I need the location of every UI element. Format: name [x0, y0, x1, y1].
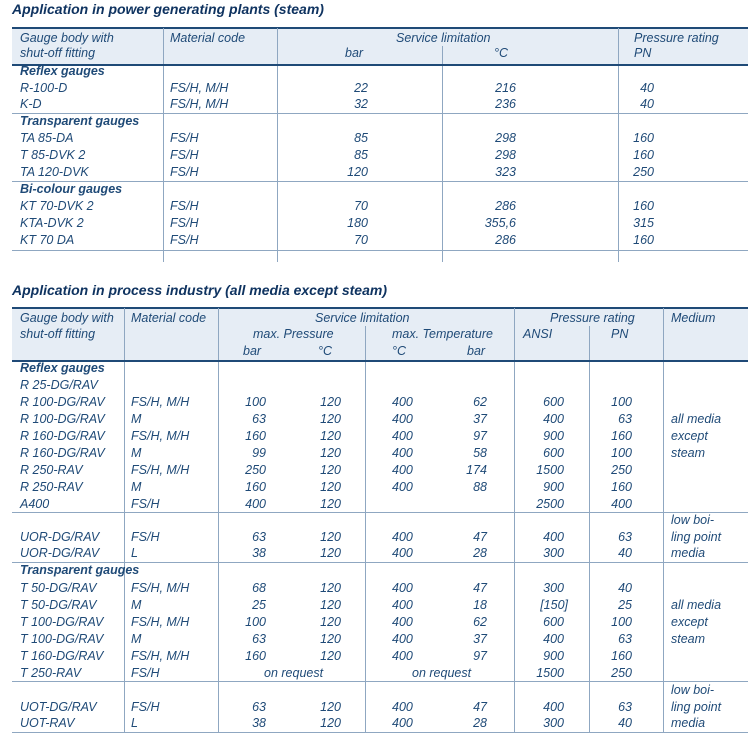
table2-vline-4: [514, 308, 515, 732]
table1-cell-body: K-D: [20, 97, 42, 111]
table1-header-bar: bar: [345, 46, 364, 60]
table2-cell-pn: 25: [618, 598, 632, 612]
table1-cell-bar: 120: [347, 165, 368, 179]
table2-header-max-pressure: max. Pressure: [253, 327, 334, 341]
table1-cell-pn: 160: [633, 148, 654, 162]
table2-cell-temp-bar: 174: [466, 463, 487, 477]
table1-cell-degc: 286: [495, 233, 516, 247]
table2-cell-material: FS/H, M/H: [131, 649, 190, 663]
table2-cell-pressure-degc: 120: [320, 581, 341, 595]
table2-cell-material: M: [131, 480, 142, 494]
table2-cell-body: R 100-DG/RAV: [20, 395, 105, 409]
table2-cell-temp-bar: 18: [473, 598, 487, 612]
table2-cell-temp-degc: 400: [392, 649, 413, 663]
table2-cell-temp-bar: 58: [473, 446, 487, 460]
table2-cell-pressure-degc: 120: [320, 700, 341, 714]
table2-cell-pressure-degc: 120: [320, 546, 341, 560]
table2-header-rule: [12, 360, 748, 362]
table1-cell-degc: 323: [495, 165, 516, 179]
table2-top-rule: [12, 307, 748, 309]
table2-section-rule: [12, 681, 748, 682]
table2-medium-text: media: [671, 546, 706, 560]
table2-cell-pn: 40: [618, 581, 632, 595]
table2-bottom-rule: [12, 732, 748, 733]
table2-cell-body: R 250-RAV: [20, 463, 83, 477]
table2-cell-pressure-degc: 120: [320, 412, 341, 426]
table1-cell-pn: 40: [640, 97, 654, 111]
table2-header-body-2: shut-off fitting: [20, 327, 96, 341]
table1-cell-bar: 85: [354, 148, 368, 162]
table2-cell-material: FS/H, M/H: [131, 395, 190, 409]
table2-cell-ansi: 600: [543, 446, 564, 460]
table2-cell-ansi: 600: [543, 615, 564, 629]
table2-cell-pressure-bar: 250: [245, 463, 266, 477]
table1-cell-pn: 250: [633, 165, 654, 179]
table2-cell-material: FS/H: [131, 700, 160, 714]
table2-group-title: Transparent gauges: [20, 563, 140, 577]
table1-title: Application in power generating plants (steam): [12, 1, 324, 17]
table2-cell-pressure-bar: 99: [252, 446, 266, 460]
table1-group-title: Transparent gauges: [20, 114, 140, 128]
table2-cell-temp-bar: 37: [473, 412, 487, 426]
table2-cell-pressure-bar: 400: [245, 497, 266, 511]
table1-cell-material: FS/H: [170, 131, 199, 145]
table2-cell-pressure-bar: 38: [252, 546, 266, 560]
table2-cell-temp-degc: 400: [392, 546, 413, 560]
table2-cell-pn: 63: [618, 632, 632, 646]
table2-cell-material: FS/H: [131, 497, 160, 511]
table2-cell-pressure-bar: 63: [252, 700, 266, 714]
table2-cell-material: L: [131, 716, 138, 730]
table2-cell-pressure-bar: 63: [252, 412, 266, 426]
table2-cell-pressure-degc: 120: [320, 446, 341, 460]
table1-cell-bar: 22: [354, 81, 368, 95]
table2-cell-temp-degc: 400: [392, 463, 413, 477]
table2-cell-pn: 160: [611, 480, 632, 494]
table2-header-medium: Medium: [671, 311, 716, 325]
table2-cell-pressure-degc: 120: [320, 480, 341, 494]
table1-cell-body: KTA-DVK 2: [20, 216, 84, 230]
table2-cell-temp-degc: 400: [392, 716, 413, 730]
table2-cell-pn: 250: [611, 666, 632, 680]
table2-cell-ansi: 900: [543, 649, 564, 663]
table2-cell-temp-bar: 97: [473, 649, 487, 663]
table2-cell-pressure-bar: 160: [245, 480, 266, 494]
table2-cell-body: R 100-DG/RAV: [20, 412, 105, 426]
table2-cell-pressure-degc: 120: [320, 716, 341, 730]
table2-cell-temp-note: on request: [412, 666, 472, 680]
table1-cell-material: FS/H: [170, 199, 199, 213]
table2-medium-text: steam: [671, 446, 706, 460]
table2-vline-2: [218, 308, 219, 732]
table1-header-degc: °C: [494, 46, 509, 60]
table2-cell-pn: 63: [618, 530, 632, 544]
table1-cell-body: T 85-DVK 2: [20, 148, 86, 162]
table2-cell-ansi: 300: [543, 716, 564, 730]
table2-cell-pressure-degc: 120: [320, 463, 341, 477]
table1-top-rule: [12, 27, 748, 29]
table2-cell-ansi: 600: [543, 395, 564, 409]
table2-cell-pn: 400: [611, 497, 632, 511]
table2-header-pressure-rating: Pressure rating: [550, 311, 635, 325]
table2-cell-pn: 40: [618, 716, 632, 730]
table1-cell-material: FS/H: [170, 233, 199, 247]
table2-cell-material: FS/H, M/H: [131, 463, 190, 477]
table1-cell-pn: 40: [640, 81, 654, 95]
table1-cell-body: TA 120-DVK: [20, 165, 89, 179]
table2-cell-body: UOT-DG/RAV: [20, 700, 97, 714]
table2-cell-material: L: [131, 546, 138, 560]
table2-cell-body: A400: [20, 497, 50, 511]
table1-cell-pn: 315: [633, 216, 654, 230]
table2-cell-ansi: 2500: [536, 497, 564, 511]
table2-vline-3: [365, 326, 366, 732]
table1-vline-3: [442, 46, 443, 262]
table2-cell-temp-degc: 400: [392, 530, 413, 544]
table2-section-rule: [12, 512, 748, 513]
table1-header-pressure: Pressure rating: [634, 31, 719, 45]
table2-cell-material: FS/H, M/H: [131, 581, 190, 595]
table1-cell-bar: 70: [354, 233, 368, 247]
table2-cell-pn: 250: [611, 463, 632, 477]
table1-cell-material: FS/H, M/H: [170, 97, 229, 111]
table2-cell-body: R 25-DG/RAV: [20, 378, 98, 392]
table2-cell-ansi: 1500: [536, 666, 564, 680]
table2-cell-body: T 250-RAV: [20, 666, 82, 680]
table2-cell-ansi: 400: [543, 700, 564, 714]
table2-cell-pressure-bar: 160: [245, 649, 266, 663]
table2-medium-text: ling point: [671, 530, 722, 544]
table2-header-ansi: ANSI: [523, 327, 553, 341]
table2-cell-pressure-degc: 120: [320, 632, 341, 646]
table2-cell-material: M: [131, 412, 142, 426]
table2-cell-pressure-degc: 120: [320, 395, 341, 409]
table2-cell-temp-bar: 47: [473, 700, 487, 714]
table1-cell-pn: 160: [633, 233, 654, 247]
table2-cell-material: M: [131, 598, 142, 612]
table1-cell-body: TA 85-DA: [20, 131, 74, 145]
table2-cell-pressure-bar: 63: [252, 530, 266, 544]
table2-cell-temp-bar: 88: [473, 480, 487, 494]
table2-medium-text: except: [671, 615, 708, 629]
table2-cell-ansi: 300: [543, 546, 564, 560]
table2-cell-body: T 100-DG/RAV: [20, 632, 104, 646]
table2-cell-ansi: 400: [543, 632, 564, 646]
table2-cell-body: UOR-DG/RAV: [20, 546, 100, 560]
table2-cell-pressure-bar: 100: [245, 615, 266, 629]
table2-group-title: Reflex gauges: [20, 361, 105, 375]
table2-header-pressure-degc: °C: [318, 344, 333, 358]
table2-cell-temp-bar: 62: [473, 615, 487, 629]
table2-medium-text: low boi-: [671, 683, 715, 697]
table2-header-max-temperature: max. Temperature: [392, 327, 493, 341]
table1-cell-material: FS/H: [170, 148, 199, 162]
table2-cell-body: T 100-DG/RAV: [20, 615, 104, 629]
table2-cell-pressure-degc: 120: [320, 429, 341, 443]
table2-cell-material: FS/H, M/H: [131, 429, 190, 443]
table2-header-temperature-bar: bar: [467, 344, 486, 358]
table1-cell-material: FS/H: [170, 165, 199, 179]
table2-cell-pressure-note: on request: [264, 666, 324, 680]
table2-cell-material: M: [131, 446, 142, 460]
table2-cell-ansi: 300: [543, 581, 564, 595]
table2-cell-pressure-degc: 120: [320, 615, 341, 629]
table2-cell-pn: 100: [611, 446, 632, 460]
table2-cell-pn: 63: [618, 700, 632, 714]
table1-cell-bar: 180: [347, 216, 368, 230]
table2-cell-pn: 160: [611, 649, 632, 663]
table1-cell-degc: 236: [495, 97, 516, 111]
table2-cell-temp-degc: 400: [392, 632, 413, 646]
table1-group-rule: [12, 181, 748, 182]
table1-cell-bar: 32: [354, 97, 368, 111]
table2-medium-text: steam: [671, 632, 706, 646]
table1-cell-body: R-100-D: [20, 81, 68, 95]
table2-vline-5: [589, 326, 590, 732]
table2-header-pressure-bar: bar: [243, 344, 262, 358]
table2-cell-ansi: 1500: [536, 463, 564, 477]
table2-cell-temp-bar: 47: [473, 530, 487, 544]
table1-cell-material: FS/H: [170, 216, 199, 230]
table2-medium-text: except: [671, 429, 708, 443]
table2-cell-pn: 100: [611, 615, 632, 629]
table2-title: Application in process industry (all media except steam): [12, 282, 387, 298]
table2-medium-text: all media: [671, 598, 722, 612]
table2-medium-text: media: [671, 716, 706, 730]
table2-cell-temp-degc: 400: [392, 395, 413, 409]
table2-cell-pressure-bar: 160: [245, 429, 266, 443]
table2-cell-material: FS/H, M/H: [131, 615, 190, 629]
table2-cell-ansi: 400: [543, 530, 564, 544]
table1-header-body-2: shut-off fitting: [20, 46, 96, 60]
table2-cell-pn: 40: [618, 546, 632, 560]
table1-header-service: Service limitation: [396, 31, 491, 45]
table1-cell-degc: 286: [495, 199, 516, 213]
table2-cell-pressure-degc: 120: [320, 497, 341, 511]
table2-cell-temp-degc: 400: [392, 480, 413, 494]
table2-cell-material: FS/H: [131, 530, 160, 544]
table2-cell-body: UOR-DG/RAV: [20, 530, 100, 544]
table1-cell-body: KT 70-DVK 2: [20, 199, 94, 213]
table2-cell-ansi: [150]: [540, 598, 568, 612]
table2-cell-temp-degc: 400: [392, 412, 413, 426]
table2-cell-temp-degc: 400: [392, 429, 413, 443]
table2-cell-ansi: 900: [543, 480, 564, 494]
table2-cell-body: R 250-RAV: [20, 480, 83, 494]
table1-group-title: Reflex gauges: [20, 64, 105, 78]
table2-cell-pressure-bar: 38: [252, 716, 266, 730]
table2-medium-text: low boi-: [671, 513, 715, 527]
table2-cell-material: FS/H: [131, 666, 160, 680]
table2-cell-temp-degc: 400: [392, 700, 413, 714]
table2-cell-body: T 50-DG/RAV: [20, 581, 97, 595]
table2-header-service: Service limitation: [315, 311, 410, 325]
table2-cell-pressure-degc: 120: [320, 649, 341, 663]
table2-cell-temp-degc: 400: [392, 615, 413, 629]
table2-header-material: Material code: [131, 311, 207, 325]
table2-cell-temp-degc: 400: [392, 446, 413, 460]
table2-cell-temp-bar: 97: [473, 429, 487, 443]
table2-cell-body: UOT-RAV: [20, 716, 75, 730]
table2-cell-material: M: [131, 632, 142, 646]
table2-vline-1: [124, 308, 125, 732]
table1-cell-degc: 216: [495, 81, 516, 95]
table2-cell-pn: 63: [618, 412, 632, 426]
table2-cell-pressure-bar: 68: [252, 581, 266, 595]
table2-cell-pressure-degc: 120: [320, 530, 341, 544]
table2-cell-pn: 100: [611, 395, 632, 409]
table2-cell-ansi: 900: [543, 429, 564, 443]
table1-header-material: Material code: [170, 31, 246, 45]
table1-cell-degc: 355,6: [484, 216, 516, 230]
table2-cell-temp-degc: 400: [392, 581, 413, 595]
table1-cell-bar: 70: [354, 199, 368, 213]
table1-cell-pn: 160: [633, 131, 654, 145]
table2-cell-temp-bar: 62: [473, 395, 487, 409]
table2-cell-ansi: 400: [543, 412, 564, 426]
table1-bottom-rule: [12, 250, 748, 251]
table2-medium-text: ling point: [671, 700, 722, 714]
table2-cell-temp-bar: 28: [473, 716, 487, 730]
table1-header-rule: [12, 64, 748, 66]
table2-cell-pressure-bar: 25: [252, 598, 266, 612]
table2-cell-body: T 50-DG/RAV: [20, 598, 97, 612]
table2-cell-pressure-degc: 120: [320, 598, 341, 612]
table2-cell-body: R 160-DG/RAV: [20, 429, 105, 443]
table2-cell-temp-bar: 47: [473, 581, 487, 595]
table1-header-body-1: Gauge body with: [20, 31, 114, 45]
table1-cell-pn: 160: [633, 199, 654, 213]
table1-cell-degc: 298: [495, 131, 516, 145]
table2-vline-6: [663, 308, 664, 732]
table1-cell-degc: 298: [495, 148, 516, 162]
table1-header-pn: PN: [634, 46, 652, 60]
table1-cell-material: FS/H, M/H: [170, 81, 229, 95]
table2-header-temperature-degc: °C: [392, 344, 407, 358]
table2-cell-body: T 160-DG/RAV: [20, 649, 104, 663]
table2-cell-pn: 160: [611, 429, 632, 443]
table2-cell-pressure-bar: 63: [252, 632, 266, 646]
table2-header-body-1: Gauge body with: [20, 311, 114, 325]
table2-header-pn: PN: [611, 327, 629, 341]
table2-cell-temp-degc: 400: [392, 598, 413, 612]
table2-cell-body: R 160-DG/RAV: [20, 446, 105, 460]
table2-cell-temp-bar: 37: [473, 632, 487, 646]
table1-cell-bar: 85: [354, 131, 368, 145]
table1-group-title: Bi-colour gauges: [20, 182, 123, 196]
table1-cell-body: KT 70 DA: [20, 233, 75, 247]
table2-medium-text: all media: [671, 412, 722, 426]
table2-cell-temp-bar: 28: [473, 546, 487, 560]
table2-cell-pressure-bar: 100: [245, 395, 266, 409]
